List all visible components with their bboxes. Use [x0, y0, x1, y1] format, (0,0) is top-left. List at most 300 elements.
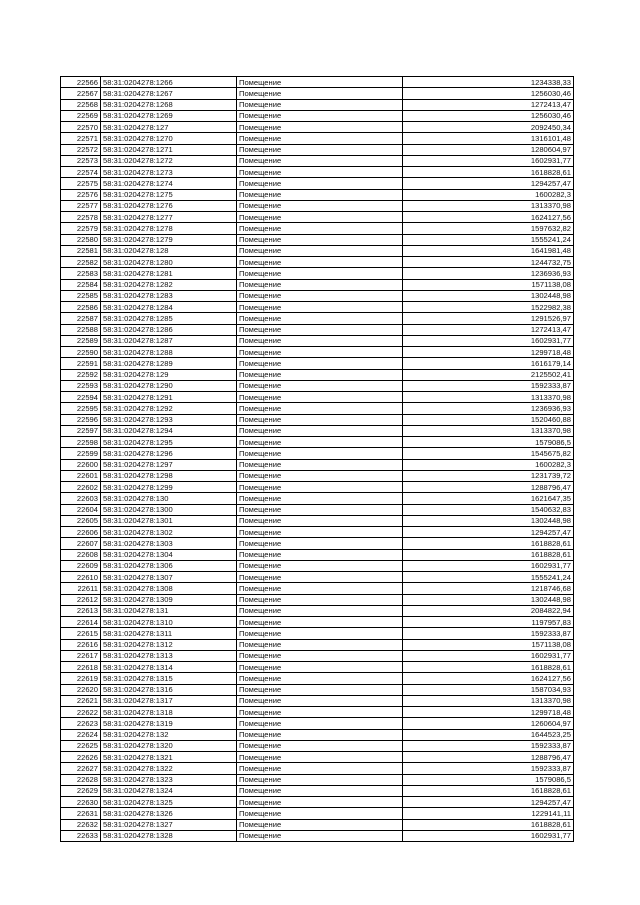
cadastral-value-cell: 1618828,61 — [403, 662, 574, 673]
table-row — [61, 605, 574, 616]
table-row — [61, 504, 574, 515]
cadastral-number-cell: 58:31:0204278:1278 — [101, 223, 237, 234]
cadastral-value-cell: 1520460,88 — [403, 414, 574, 425]
object-type-cell: Помещение — [237, 527, 403, 538]
row-number-cell: 22579 — [61, 223, 101, 234]
row-number-cell: 22601 — [61, 470, 101, 481]
object-type-cell: Помещение — [237, 437, 403, 448]
cadastral-number-cell: 58:31:0204278:1298 — [101, 470, 237, 481]
object-type-cell: Помещение — [237, 707, 403, 718]
table-row — [61, 99, 574, 110]
property-table — [60, 76, 574, 842]
cadastral-value-cell: 2125502,41 — [403, 369, 574, 380]
cadastral-value-cell: 1624127,56 — [403, 212, 574, 223]
object-type-cell: Помещение — [237, 335, 403, 346]
cadastral-number-cell: 58:31:0204278:1323 — [101, 774, 237, 785]
row-number-cell: 22628 — [61, 774, 101, 785]
cadastral-value-cell: 1621647,35 — [403, 493, 574, 504]
cadastral-value-cell: 1600282,3 — [403, 459, 574, 470]
row-number-cell: 22608 — [61, 549, 101, 560]
cadastral-number-cell: 58:31:0204278:1325 — [101, 797, 237, 808]
table-row — [61, 594, 574, 605]
table-row — [61, 515, 574, 526]
cadastral-value-cell: 1236936,93 — [403, 268, 574, 279]
object-type-cell: Помещение — [237, 785, 403, 796]
table-row — [61, 650, 574, 661]
row-number-cell: 22591 — [61, 358, 101, 369]
object-type-cell: Помещение — [237, 223, 403, 234]
row-number-cell: 22612 — [61, 594, 101, 605]
table-row — [61, 797, 574, 808]
table-row — [61, 774, 574, 785]
cadastral-number-cell: 58:31:0204278:1319 — [101, 718, 237, 729]
cadastral-number-cell: 58:31:0204278:1310 — [101, 617, 237, 628]
row-number-cell: 22607 — [61, 538, 101, 549]
row-number-cell: 22588 — [61, 324, 101, 335]
row-number-cell: 22577 — [61, 200, 101, 211]
cadastral-number-cell: 58:31:0204278:1294 — [101, 425, 237, 436]
object-type-cell: Помещение — [237, 392, 403, 403]
cadastral-value-cell: 1272413,47 — [403, 324, 574, 335]
object-type-cell: Помещение — [237, 752, 403, 763]
object-type-cell: Помещение — [237, 347, 403, 358]
cadastral-value-cell: 1579086,5 — [403, 437, 574, 448]
object-type-cell: Помещение — [237, 110, 403, 121]
row-number-cell: 22614 — [61, 617, 101, 628]
cadastral-number-cell: 58:31:0204278:1269 — [101, 110, 237, 121]
cadastral-value-cell: 1592333,87 — [403, 763, 574, 774]
row-number-cell: 22573 — [61, 155, 101, 166]
cadastral-number-cell: 58:31:0204278:1312 — [101, 639, 237, 650]
object-type-cell: Помещение — [237, 448, 403, 459]
cadastral-value-cell: 1571138,08 — [403, 279, 574, 290]
cadastral-number-cell: 58:31:0204278:1287 — [101, 335, 237, 346]
row-number-cell: 22583 — [61, 268, 101, 279]
cadastral-number-cell: 58:31:0204278:1318 — [101, 707, 237, 718]
row-number-cell: 22592 — [61, 369, 101, 380]
cadastral-number-cell: 58:31:0204278:1309 — [101, 594, 237, 605]
row-number-cell: 22609 — [61, 560, 101, 571]
row-number-cell: 22615 — [61, 628, 101, 639]
row-number-cell: 22610 — [61, 572, 101, 583]
table-row — [61, 718, 574, 729]
table-row — [61, 88, 574, 99]
object-type-cell: Помещение — [237, 279, 403, 290]
object-type-cell: Помещение — [237, 740, 403, 751]
cadastral-value-cell: 1602931,77 — [403, 650, 574, 661]
cadastral-value-cell: 1313370,98 — [403, 695, 574, 706]
cadastral-number-cell: 58:31:0204278:1277 — [101, 212, 237, 223]
cadastral-number-cell: 58:31:0204278:1272 — [101, 155, 237, 166]
cadastral-value-cell: 1618828,61 — [403, 549, 574, 560]
object-type-cell: Помещение — [237, 504, 403, 515]
table-row — [61, 245, 574, 256]
table-row — [61, 639, 574, 650]
cadastral-number-cell: 58:31:0204278:1288 — [101, 347, 237, 358]
row-number-cell: 22605 — [61, 515, 101, 526]
row-number-cell: 22594 — [61, 392, 101, 403]
cadastral-value-cell: 1288796,47 — [403, 482, 574, 493]
row-number-cell: 22620 — [61, 684, 101, 695]
table-row — [61, 617, 574, 628]
cadastral-number-cell: 58:31:0204278:1267 — [101, 88, 237, 99]
object-type-cell: Помещение — [237, 380, 403, 391]
cadastral-value-cell: 1602931,77 — [403, 155, 574, 166]
table-row — [61, 133, 574, 144]
row-number-cell: 22570 — [61, 122, 101, 133]
cadastral-number-cell: 58:31:0204278:1300 — [101, 504, 237, 515]
row-number-cell: 22602 — [61, 482, 101, 493]
cadastral-value-cell: 1302448,98 — [403, 594, 574, 605]
object-type-cell: Помещение — [237, 234, 403, 245]
cadastral-value-cell: 1555241,24 — [403, 572, 574, 583]
object-type-cell: Помещение — [237, 268, 403, 279]
cadastral-value-cell: 1597632,82 — [403, 223, 574, 234]
table-row — [61, 662, 574, 673]
cadastral-number-cell: 58:31:0204278:1295 — [101, 437, 237, 448]
row-number-cell: 22619 — [61, 673, 101, 684]
object-type-cell: Помещение — [237, 662, 403, 673]
table-row — [61, 403, 574, 414]
row-number-cell: 22587 — [61, 313, 101, 324]
table-row — [61, 527, 574, 538]
row-number-cell: 22596 — [61, 414, 101, 425]
table-row — [61, 212, 574, 223]
table-row — [61, 313, 574, 324]
object-type-cell: Помещение — [237, 628, 403, 639]
object-type-cell: Помещение — [237, 459, 403, 470]
cadastral-number-cell: 58:31:0204278:1303 — [101, 538, 237, 549]
row-number-cell: 22626 — [61, 752, 101, 763]
cadastral-value-cell: 1236936,93 — [403, 403, 574, 414]
cadastral-value-cell: 1313370,98 — [403, 425, 574, 436]
table-body — [61, 77, 574, 842]
object-type-cell: Помещение — [237, 560, 403, 571]
cadastral-number-cell: 58:31:0204278:1299 — [101, 482, 237, 493]
cadastral-value-cell: 1618828,61 — [403, 819, 574, 830]
cadastral-number-cell: 58:31:0204278:1280 — [101, 257, 237, 268]
table-row — [61, 369, 574, 380]
row-number-cell: 22580 — [61, 234, 101, 245]
row-number-cell: 22567 — [61, 88, 101, 99]
row-number-cell: 22569 — [61, 110, 101, 121]
cadastral-number-cell: 58:31:0204278:1271 — [101, 144, 237, 155]
object-type-cell: Помещение — [237, 178, 403, 189]
cadastral-number-cell: 58:31:0204278:1308 — [101, 583, 237, 594]
object-type-cell: Помещение — [237, 122, 403, 133]
cadastral-number-cell: 58:31:0204278:1284 — [101, 302, 237, 313]
object-type-cell: Помещение — [237, 369, 403, 380]
object-type-cell: Помещение — [237, 605, 403, 616]
object-type-cell: Помещение — [237, 617, 403, 628]
cadastral-number-cell: 58:31:0204278:1291 — [101, 392, 237, 403]
table-row — [61, 414, 574, 425]
cadastral-number-cell: 58:31:0204278:1327 — [101, 819, 237, 830]
table-row — [61, 572, 574, 583]
table-row — [61, 122, 574, 133]
table-row — [61, 538, 574, 549]
object-type-cell: Помещение — [237, 88, 403, 99]
object-type-cell: Помещение — [237, 99, 403, 110]
table-row — [61, 729, 574, 740]
row-number-cell: 22633 — [61, 830, 101, 841]
table-row — [61, 448, 574, 459]
cadastral-value-cell: 1579086,5 — [403, 774, 574, 785]
object-type-cell: Помещение — [237, 257, 403, 268]
row-number-cell: 22632 — [61, 819, 101, 830]
cadastral-value-cell: 1618828,61 — [403, 785, 574, 796]
table-row — [61, 684, 574, 695]
table-row — [61, 200, 574, 211]
cadastral-number-cell: 58:31:0204278:1268 — [101, 99, 237, 110]
row-number-cell: 22597 — [61, 425, 101, 436]
cadastral-value-cell: 1592333,87 — [403, 380, 574, 391]
table-row — [61, 324, 574, 335]
row-number-cell: 22631 — [61, 808, 101, 819]
cadastral-value-cell: 1555241,24 — [403, 234, 574, 245]
cadastral-value-cell: 1522982,38 — [403, 302, 574, 313]
row-number-cell: 22574 — [61, 167, 101, 178]
object-type-cell: Помещение — [237, 245, 403, 256]
cadastral-value-cell: 1592333,87 — [403, 740, 574, 751]
row-number-cell: 22593 — [61, 380, 101, 391]
cadastral-value-cell: 1641981,48 — [403, 245, 574, 256]
cadastral-number-cell: 58:31:0204278:1302 — [101, 527, 237, 538]
cadastral-number-cell: 58:31:0204278:128 — [101, 245, 237, 256]
row-number-cell: 22630 — [61, 797, 101, 808]
object-type-cell: Помещение — [237, 144, 403, 155]
table-row — [61, 752, 574, 763]
table-row — [61, 155, 574, 166]
row-number-cell: 22606 — [61, 527, 101, 538]
row-number-cell: 22622 — [61, 707, 101, 718]
table-row — [61, 808, 574, 819]
cadastral-number-cell: 58:31:0204278:1315 — [101, 673, 237, 684]
object-type-cell: Помещение — [237, 414, 403, 425]
cadastral-number-cell: 58:31:0204278:1279 — [101, 234, 237, 245]
object-type-cell: Помещение — [237, 167, 403, 178]
row-number-cell: 22603 — [61, 493, 101, 504]
object-type-cell: Помещение — [237, 549, 403, 560]
object-type-cell: Помещение — [237, 830, 403, 841]
cadastral-number-cell: 58:31:0204278:1275 — [101, 189, 237, 200]
cadastral-number-cell: 58:31:0204278:127 — [101, 122, 237, 133]
table-row — [61, 695, 574, 706]
cadastral-number-cell: 58:31:0204278:1296 — [101, 448, 237, 459]
cadastral-value-cell: 1644523,25 — [403, 729, 574, 740]
table-row — [61, 425, 574, 436]
cadastral-number-cell: 58:31:0204278:1306 — [101, 560, 237, 571]
cadastral-value-cell: 1571138,08 — [403, 639, 574, 650]
table-row — [61, 178, 574, 189]
cadastral-number-cell: 58:31:0204278:1321 — [101, 752, 237, 763]
table-row — [61, 628, 574, 639]
cadastral-number-cell: 58:31:0204278:1274 — [101, 178, 237, 189]
object-type-cell: Помещение — [237, 77, 403, 88]
cadastral-value-cell: 1302448,98 — [403, 290, 574, 301]
row-number-cell: 22616 — [61, 639, 101, 650]
object-type-cell: Помещение — [237, 290, 403, 301]
object-type-cell: Помещение — [237, 212, 403, 223]
object-type-cell: Помещение — [237, 133, 403, 144]
table-row — [61, 707, 574, 718]
object-type-cell: Помещение — [237, 313, 403, 324]
cadastral-value-cell: 1231739,72 — [403, 470, 574, 481]
object-type-cell: Помещение — [237, 583, 403, 594]
table-row — [61, 740, 574, 751]
cadastral-number-cell: 58:31:0204278:1289 — [101, 358, 237, 369]
table-row — [61, 189, 574, 200]
cadastral-value-cell: 1280604,97 — [403, 144, 574, 155]
table-row — [61, 583, 574, 594]
cadastral-number-cell: 58:31:0204278:1311 — [101, 628, 237, 639]
object-type-cell: Помещение — [237, 324, 403, 335]
row-number-cell: 22624 — [61, 729, 101, 740]
cadastral-value-cell: 1260604,97 — [403, 718, 574, 729]
table-row — [61, 673, 574, 684]
cadastral-number-cell: 58:31:0204278:1301 — [101, 515, 237, 526]
table-row — [61, 290, 574, 301]
object-type-cell: Помещение — [237, 493, 403, 504]
cadastral-value-cell: 1218746,68 — [403, 583, 574, 594]
row-number-cell: 22629 — [61, 785, 101, 796]
object-type-cell: Помещение — [237, 763, 403, 774]
table-row — [61, 110, 574, 121]
cadastral-value-cell: 1624127,56 — [403, 673, 574, 684]
cadastral-value-cell: 1600282,3 — [403, 189, 574, 200]
row-number-cell: 22590 — [61, 347, 101, 358]
table-row — [61, 234, 574, 245]
object-type-cell: Помещение — [237, 594, 403, 605]
table-row — [61, 358, 574, 369]
table-row — [61, 549, 574, 560]
table-row — [61, 302, 574, 313]
row-number-cell: 22621 — [61, 695, 101, 706]
object-type-cell: Помещение — [237, 155, 403, 166]
cadastral-number-cell: 58:31:0204278:1273 — [101, 167, 237, 178]
table-row — [61, 785, 574, 796]
row-number-cell: 22576 — [61, 189, 101, 200]
table-row — [61, 144, 574, 155]
row-number-cell: 22598 — [61, 437, 101, 448]
cadastral-number-cell: 58:31:0204278:1297 — [101, 459, 237, 470]
table-row — [61, 560, 574, 571]
row-number-cell: 22586 — [61, 302, 101, 313]
cadastral-value-cell: 1256030,46 — [403, 88, 574, 99]
table-row — [61, 482, 574, 493]
object-type-cell: Помещение — [237, 774, 403, 785]
cadastral-value-cell: 1197957,83 — [403, 617, 574, 628]
row-number-cell: 22582 — [61, 257, 101, 268]
cadastral-value-cell: 1291526,97 — [403, 313, 574, 324]
row-number-cell: 22625 — [61, 740, 101, 751]
object-type-cell: Помещение — [237, 189, 403, 200]
table-row — [61, 167, 574, 178]
object-type-cell: Помещение — [237, 650, 403, 661]
cadastral-value-cell: 1299718,48 — [403, 707, 574, 718]
row-number-cell: 22575 — [61, 178, 101, 189]
cadastral-value-cell: 1256030,46 — [403, 110, 574, 121]
cadastral-value-cell: 1302448,98 — [403, 515, 574, 526]
row-number-cell: 22613 — [61, 605, 101, 616]
cadastral-value-cell: 1592333,87 — [403, 628, 574, 639]
row-number-cell: 22600 — [61, 459, 101, 470]
row-number-cell: 22585 — [61, 290, 101, 301]
row-number-cell: 22578 — [61, 212, 101, 223]
object-type-cell: Помещение — [237, 673, 403, 684]
table-row — [61, 459, 574, 470]
cadastral-value-cell: 1294257,47 — [403, 527, 574, 538]
table-row — [61, 257, 574, 268]
table-row — [61, 223, 574, 234]
cadastral-value-cell: 1244732,75 — [403, 257, 574, 268]
cadastral-value-cell: 1294257,47 — [403, 797, 574, 808]
object-type-cell: Помещение — [237, 302, 403, 313]
object-type-cell: Помещение — [237, 572, 403, 583]
cadastral-value-cell: 1313370,98 — [403, 392, 574, 403]
row-number-cell: 22568 — [61, 99, 101, 110]
cadastral-value-cell: 1618828,61 — [403, 538, 574, 549]
table-row — [61, 493, 574, 504]
cadastral-value-cell: 1587034,93 — [403, 684, 574, 695]
object-type-cell: Помещение — [237, 358, 403, 369]
cadastral-number-cell: 58:31:0204278:1281 — [101, 268, 237, 279]
cadastral-number-cell: 58:31:0204278:1283 — [101, 290, 237, 301]
cadastral-value-cell: 1234338,33 — [403, 77, 574, 88]
cadastral-number-cell: 58:31:0204278:1313 — [101, 650, 237, 661]
table-row — [61, 77, 574, 88]
row-number-cell: 22604 — [61, 504, 101, 515]
row-number-cell: 22617 — [61, 650, 101, 661]
row-number-cell: 22589 — [61, 335, 101, 346]
row-number-cell: 22599 — [61, 448, 101, 459]
cadastral-value-cell: 1316101,48 — [403, 133, 574, 144]
object-type-cell: Помещение — [237, 684, 403, 695]
cadastral-number-cell: 58:31:0204278:1324 — [101, 785, 237, 796]
cadastral-value-cell: 1313370,98 — [403, 200, 574, 211]
cadastral-number-cell: 58:31:0204278:1285 — [101, 313, 237, 324]
row-number-cell: 22584 — [61, 279, 101, 290]
cadastral-number-cell: 58:31:0204278:1286 — [101, 324, 237, 335]
cadastral-number-cell: 58:31:0204278:1304 — [101, 549, 237, 560]
table-row — [61, 279, 574, 290]
object-type-cell: Помещение — [237, 515, 403, 526]
cadastral-number-cell: 58:31:0204278:130 — [101, 493, 237, 504]
object-type-cell: Помещение — [237, 403, 403, 414]
object-type-cell: Помещение — [237, 808, 403, 819]
cadastral-number-cell: 58:31:0204278:1322 — [101, 763, 237, 774]
object-type-cell: Помещение — [237, 695, 403, 706]
object-type-cell: Помещение — [237, 538, 403, 549]
table-row — [61, 819, 574, 830]
object-type-cell: Помещение — [237, 729, 403, 740]
cadastral-value-cell: 2084822,94 — [403, 605, 574, 616]
table-row — [61, 470, 574, 481]
object-type-cell: Помещение — [237, 819, 403, 830]
object-type-cell: Помещение — [237, 482, 403, 493]
row-number-cell: 22618 — [61, 662, 101, 673]
table-row — [61, 763, 574, 774]
row-number-cell: 22595 — [61, 403, 101, 414]
table-row — [61, 830, 574, 841]
object-type-cell: Помещение — [237, 639, 403, 650]
cadastral-value-cell: 1288796,47 — [403, 752, 574, 763]
cadastral-number-cell: 58:31:0204278:1276 — [101, 200, 237, 211]
cadastral-value-cell: 1616179,14 — [403, 358, 574, 369]
cadastral-number-cell: 58:31:0204278:1307 — [101, 572, 237, 583]
cadastral-number-cell: 58:31:0204278:129 — [101, 369, 237, 380]
cadastral-number-cell: 58:31:0204278:1292 — [101, 403, 237, 414]
